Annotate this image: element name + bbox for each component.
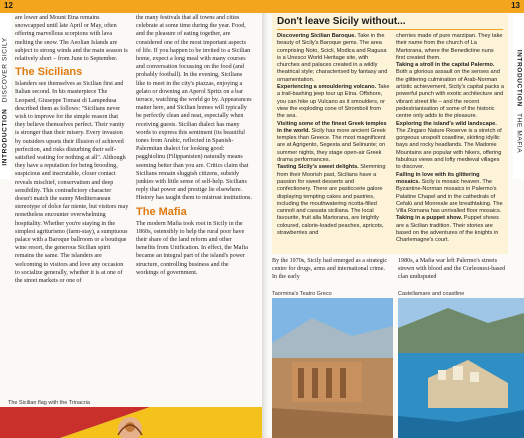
sicilians-paragraph: Islanders see themselves as Sicilian first and Italian second. In his masterpiece The Leopard, Giuseppe Tomasi di Lampedusa described them as follows: "Sicilians never wish to improve for the simple reason that they believe themselves perfect. Their vanity is stronger than their misery. Every invasion by outsiders upsets their illusion of achieved perfection, and risks disturbing their self-satisfied waiting for nothing at all". Although they have a reputation for being brooding, suspicious and inscrutable, closer contact reveals mischief, conservatism and deep sensibility. This contradictory character doesn't match the sunny Mediterranean stereotype of dolce far niente, but visitors may nonetheless encounter overwhelming hospitality. Whether you're staying in the simplest agriturismo (farm-stay), a sumptuous palace with a Baroque ballroom or a boutique wine resort, the generous Sicilian spirit remains the same. The islanders are welcoming to visitors and love any occasion to socialize generally, whether it is at one of the street markets or one of: [15, 81, 129, 285]
mafia-continued-col2: 1980s, a Mafia war left Palermo's streets strewn with blood and the Corleonesi-based clan undisputed: [398, 258, 506, 281]
right-page: [262, 0, 524, 438]
box-item: Visiting some of the finest Greek temples in the world. Sicily has more ancient Greek temples than Greece. The most magnificent are at Agrigento, Segesta and Selinunte; on summer nights, they stage open-air Greek drama performances.: [277, 120, 387, 164]
page-number-left: 12: [4, 1, 13, 10]
box-title: Don't leave Sicily without...: [277, 16, 406, 27]
header-bar-right: [262, 0, 524, 13]
castellamare-image: [398, 298, 524, 438]
side-tab-left: [0, 13, 11, 179]
box-item: Discovering Sicilian Baroque. Take in the beauty of Sicily's Baroque gems. The area comprising Noto, Scicli, Modica and Ragusa is a Unesco World Heritage site, with churches and palaces created in a wildly theatrical style; characterised by fantasy and ornamentation.: [277, 33, 388, 83]
photo-caption-teatro: Taormina's Teatro Greco: [272, 291, 332, 297]
box-item: cherries made of pure marzipan. They take their name from the church of La Martorana, where the Benedictine nuns first created them.: [396, 33, 503, 61]
heading-sicilians: The Sicilians: [15, 66, 83, 79]
box-item: Exploring the island's wild landscape. The Zingaro Nature Reserve is a stretch of gorgeous unspoilt coastline, skirting idyllic bays and rocky headlands. The Madonie Mountains are popular with hikers, offering fabulous views and lofty medieval villages to discover.: [396, 120, 502, 171]
side-tab-subsection: DISCOVER SICILY: [1, 37, 9, 103]
side-tab-section-right: INTRODUCTION: [515, 49, 523, 107]
flag-photo: [0, 407, 262, 438]
box-item: Tasting Sicily's sweet delights. Stemming from their Moorish past, Sicilians have a passion for sweet desserts and confectionery. There are pasticcerie galore displaying tempting cakes and pastries, including the mouthwatering ricotta-filled cannoli and cassata siciliana. The local favourite, fruit alla Martorana, are brightly coloured, calorie-loaded peaches, apricots, strawberries and: [277, 164, 386, 237]
box-divider: [277, 29, 503, 30]
text-column-2: [136, 14, 252, 277]
box-item: Experiencing a smouldering volcano. Take a trail-bashing jeep tour up Etna. Offshore, you can hike up Vulcano as it smoulders, or view the exploding cone of Stromboli from the sea.: [277, 84, 390, 120]
heading-mafia: The Mafia: [136, 205, 187, 218]
side-tab-right: [513, 13, 524, 179]
castellamare-photo: [398, 298, 524, 438]
photo-caption-left: The Sicilian flag with the Trinacria: [8, 400, 90, 406]
photo-caption-castellamare: Castellamare and coastline: [398, 291, 465, 297]
sicilians-continued: the many festivals that all towns and cities celebrate at some time during the year. Food, and the pleasure of eating together, are considered one of the most important aspects of life. If you happen to be invited to a Sicilian home, expect a long meal with many courses and conversation focussing on the food (and probably football). In the evening, Sicilians like to meet in the city's piazzas, enjoying a gelato or downing an Aperol Spritz on a bar terrace, watching the world go by. Appearances matter here, and Sicilian homes will typically be perfectly clean and neat, especially when receiving guests. Sicilian dialect has many words to express this sentiment (its beautiful tones from Arabic, reflected in Spanish-Palermitan dialect for looking good: pagghiolinu (Filippanisten) naturally means seeming better than you are. Critics claim that Sicilians remain sluggish citizens, subsidy junkies with little sense of self-help. Sicilians reply that power and prestige lie elsewhere. History has taught them to mistrust institutions.: [136, 15, 252, 202]
sicilian-flag-image: [0, 407, 262, 438]
side-tab-subsection-right: THE MAFIA: [515, 113, 523, 154]
teatro-greco-photo: [272, 298, 393, 438]
mafia-paragraph: The modern Mafia took root in Sicily in the 1860s, ostensibly to help the rural poor have their share of the land reform and other benefits from Unification. In effect, the Mafia became an integral part of the island's power structure, controlling business and the workings of government.: [136, 220, 248, 276]
intro-paragraph: are lower and Mount Etna remains snowcapped until late April or May, often offering marvellous scorpions with lava melting the snow. The Aeolian Islands are subject to strong winds and the main season is relatively short – from June to September.: [15, 15, 128, 63]
mafia-continued-col1: By the 1970s, Sicily had emerged as a strategic centre for drugs, arms and international crime. In the early: [272, 258, 388, 281]
box-column-2: [396, 33, 504, 245]
box-item: Taking in a puppet show. Puppet shows are a Sicilian tradition. Their stories are based on the adventures of the knights in Charlemagne's court.: [396, 215, 499, 244]
side-tab-section: INTRODUCTION: [1, 108, 9, 166]
box-column-1: [277, 33, 390, 237]
teatro-greco-image: [272, 298, 393, 438]
box-item: Taking a stroll in the capital Palermo. Both a glorious assault on the senses and the glittering culmination of Arab-Norman artistic achievement, Sicily's capital packs a powerful punch with exotic architecture and vibrant street life – and the recent pedestrianisation of some of the historic centre only adds to the pleasure.: [396, 62, 505, 120]
box-item: Falling in love with its glittering mosaics. Sicily is mosaic heaven. The Byzantine-Norman mosaics in Palermo's Palatine Chapel and in the cathedrals of Cefalù and Monreale are breathtaking. The Villa Romana has unrivalled floor mosaics.: [396, 171, 503, 215]
header-bar-left: [0, 0, 262, 13]
dont-leave-box: [272, 14, 508, 254]
page-number-right: 13: [511, 1, 520, 10]
text-column-1: [15, 14, 129, 285]
